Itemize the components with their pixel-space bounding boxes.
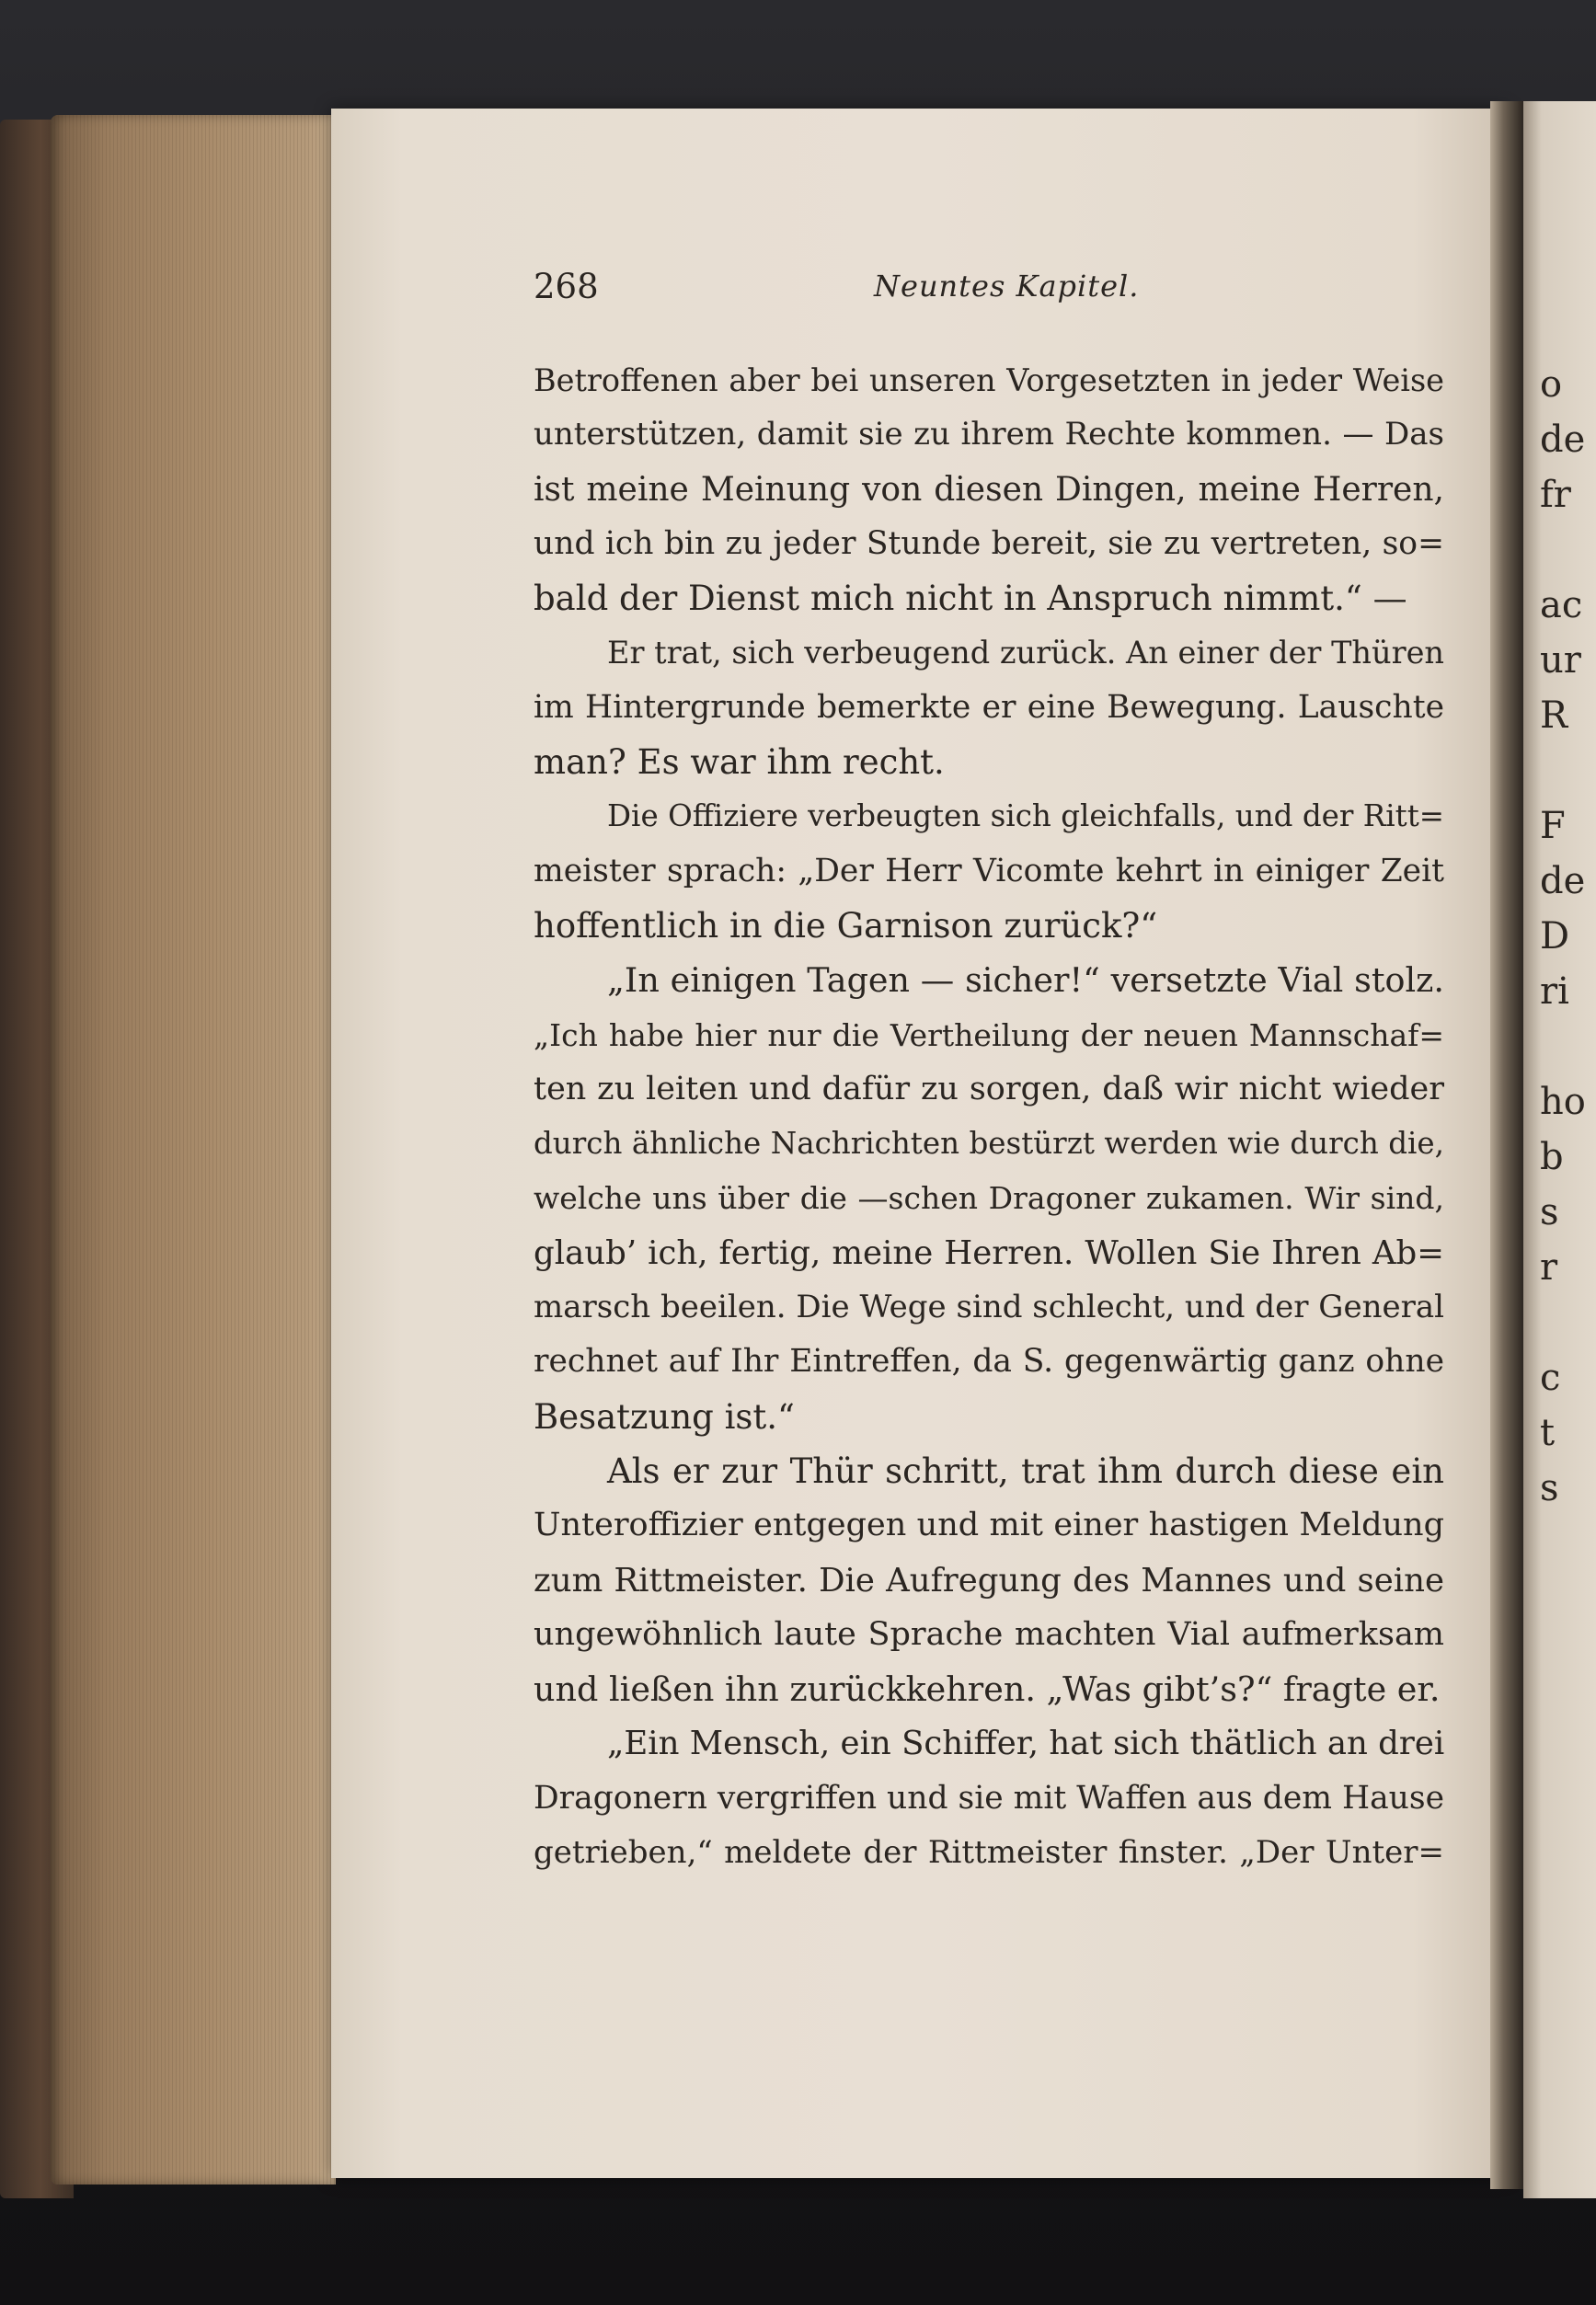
sliver-text: ur xyxy=(1540,639,1581,682)
text-line: „Ich habe hier nur die Vertheilung der neuen Mannschaf= xyxy=(534,1016,1444,1053)
text-line: Die Offiziere verbeugten sich gleichfalls, und der Ritt= xyxy=(607,798,1444,834)
text-line: marsch beeilen. Die Wege sind schlecht, und der General xyxy=(534,1289,1444,1326)
text-line: ungewöhnlich laute Sprache machten Vial aufmerksam xyxy=(534,1615,1444,1653)
chapter-title: Neuntes Kapitel. xyxy=(874,269,1140,304)
text-line: man? Es war ihm recht. xyxy=(534,742,945,783)
sliver-text: ac xyxy=(1540,584,1583,626)
sliver-text: t xyxy=(1540,1412,1556,1454)
text-line: bald der Dienst mich nicht in Anspruch nimmt.“ — xyxy=(534,579,1407,619)
body-text xyxy=(534,353,1444,1880)
text-line: Er trat, sich verbeugend zurück. An einer der Thüren xyxy=(607,635,1444,671)
sliver-text: R xyxy=(1540,694,1568,737)
sliver-text: ri xyxy=(1540,970,1569,1013)
text-line: welche uns über die —schen Dragoner zukamen. Wir sind, xyxy=(534,1180,1444,1217)
page-stack-edges xyxy=(51,115,336,2185)
sliver-text: r xyxy=(1540,1246,1558,1289)
text-line: hoffentlich in die Garnison zurück?“ xyxy=(534,905,1158,946)
sliver-text: de xyxy=(1540,860,1586,902)
text-line: und ließen ihn zurückkehren. „Was gibt’s?“ fragte er. xyxy=(534,1669,1441,1710)
text-line: Als er zur Thür schritt, trat ihm durch diese ein xyxy=(607,1451,1444,1491)
text-line: im Hintergrunde bemerkte er eine Bewegung. Lauschte xyxy=(534,688,1444,726)
text-line: Betroffenen aber bei unseren Vorgesetzten in jeder Weise xyxy=(534,362,1444,398)
text-line: ist meine Meinung von diesen Dingen, meine Herren, xyxy=(534,470,1444,509)
text-line: zum Rittmeister. Die Aufregung des Mannes und seine xyxy=(534,1561,1444,1600)
text-line: Unteroffizier entgegen und mit einer hastigen Meldung xyxy=(534,1507,1444,1544)
sliver-text: c xyxy=(1540,1357,1561,1399)
sliver-text: D xyxy=(1540,915,1570,958)
sliver-text: o xyxy=(1540,363,1563,406)
running-head xyxy=(534,267,1453,322)
text-line: glaub’ ich, fertig, meine Herren. Wollen Sie Ihren Ab= xyxy=(534,1233,1444,1272)
sliver-text: s xyxy=(1540,1467,1559,1509)
sliver-text: s xyxy=(1540,1191,1559,1233)
text-line: rechnet auf Ihr Eintreffen, da S. gegenwärtig ganz ohne xyxy=(534,1343,1444,1381)
text-line: Besatzung ist.“ xyxy=(534,1396,795,1437)
sliver-text: F xyxy=(1540,805,1566,847)
text-line: unterstützen, damit sie zu ihrem Rechte kommen. — Das xyxy=(534,416,1444,453)
sliver-text: b xyxy=(1540,1136,1564,1178)
next-page-sliver xyxy=(1523,101,1596,2198)
text-line: und ich bin zu jeder Stunde bereit, sie zu vertreten, so= xyxy=(534,524,1444,562)
text-line: „Ein Mensch, ein Schiffer, hat sich thätlich an drei xyxy=(607,1725,1445,1763)
sliver-text: ho xyxy=(1540,1081,1586,1123)
page-number: 268 xyxy=(534,267,599,306)
text-line: ten zu leiten und dafür zu sorgen, daß wir nicht wieder xyxy=(534,1070,1444,1107)
text-line: Dragonern vergriffen und sie mit Waffen aus dem Hause xyxy=(534,1779,1444,1817)
text-line: meister sprach: „Der Herr Vicomte kehrt in einiger Zeit xyxy=(534,852,1444,889)
sliver-text: de xyxy=(1540,419,1586,461)
text-line: durch ähnliche Nachrichten bestürzt werden wie durch die, xyxy=(534,1126,1444,1162)
text-line: getrieben,“ meldete der Rittmeister finster. „Der Unter= xyxy=(534,1834,1444,1872)
sliver-text: fr xyxy=(1540,474,1571,516)
book-gutter xyxy=(1490,101,1523,2189)
text-line: „In einigen Tagen — sicher!“ versetzte Vial stolz. xyxy=(607,960,1444,1001)
